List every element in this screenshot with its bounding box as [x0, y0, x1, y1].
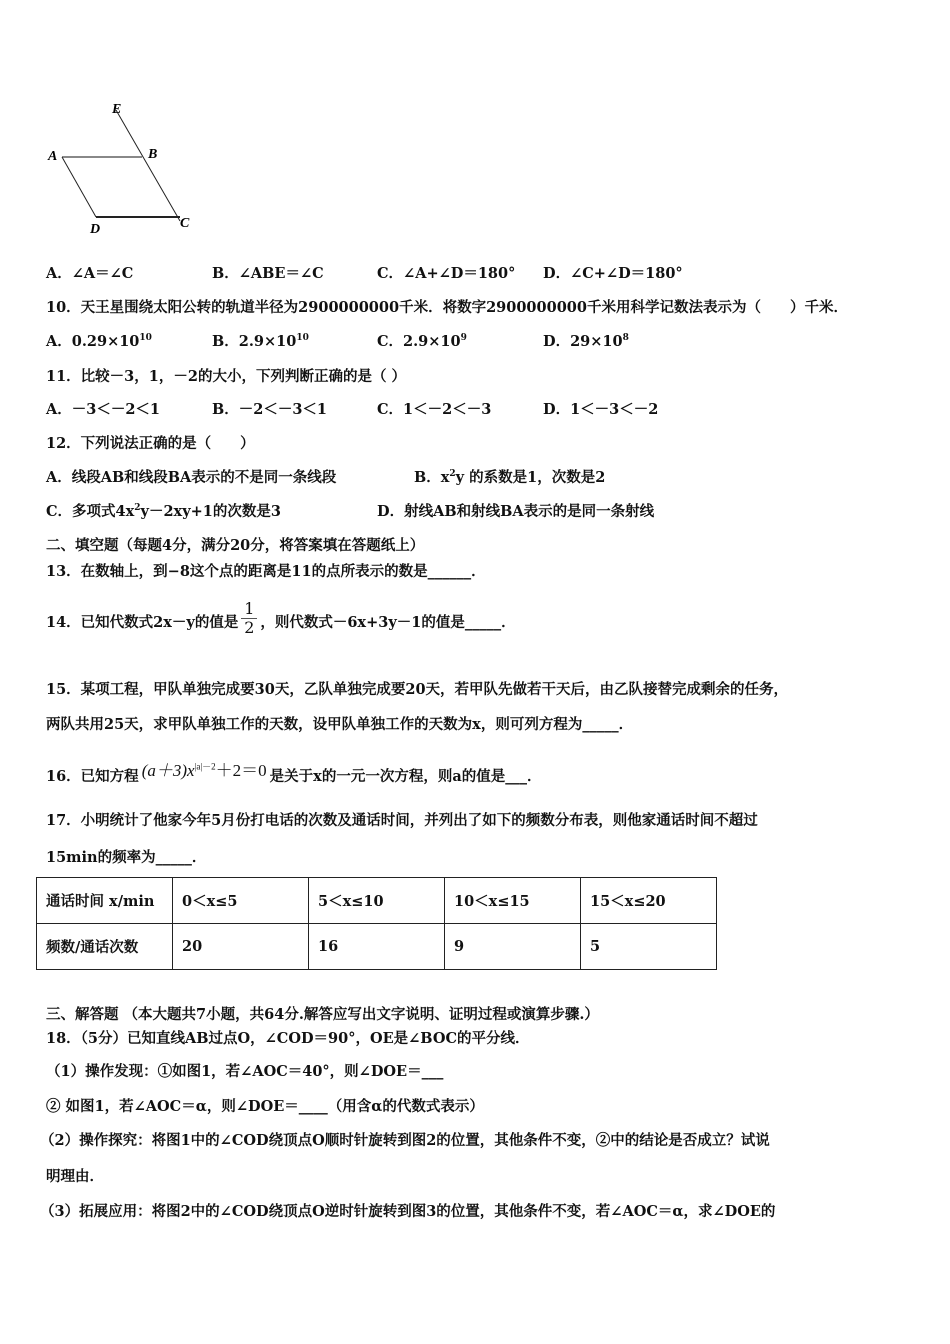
label-a: A — [48, 149, 58, 164]
label-c: C — [180, 216, 190, 231]
q16-equation: $(a+3)x^{|a|-2}+2=0$ — [141, 761, 267, 780]
fraction-one-half: $\frac{1}{2}$ — [241, 600, 257, 637]
table-cell: 9 — [445, 924, 581, 970]
q16: 16．已知方程 $(a+3)x^{|a|-2}+2=0$ 是关于x的一元一次方程，则a的值是___． — [46, 756, 541, 786]
table-row — [37, 878, 717, 924]
q11-option-b: B．－2＜－3＜1 — [212, 401, 328, 418]
table-cell: 5＜x≤10 — [309, 878, 445, 924]
q9-option-d: D．∠C+∠D＝180° — [543, 265, 683, 282]
q17-line1: 17．小明统计了他家今年5月份打电话的次数及通话时间，并列出了如下的频数分布表，则他家通话时间不超过 — [46, 812, 758, 829]
section-3-heading: 三、解答题 （本大题共7小题，共64分.解答应写出文字说明、证明过程或演算步骤.） — [46, 1006, 599, 1023]
q17-line2: 15min的频率为_____． — [46, 849, 207, 866]
q15-line1: 15．某项工程，甲队单独完成要30天，乙队单独完成要20天，若甲队先做若干天后，由乙队接替完成剩余的任务， — [46, 681, 789, 698]
q10-option-b: B．$2.9\times 10^{10}$ — [212, 333, 309, 350]
q12-option-d: D．射线AB和射线BA表示的是同一条射线 — [377, 503, 655, 520]
q11-stem: 11．比较－3，1，－2的大小，下列判断正确的是（ ） — [46, 368, 406, 385]
q12-option-a: A．线段AB和线段BA表示的不是同一条线段 — [46, 469, 337, 486]
q11-option-c: C．1＜－2＜－3 — [377, 401, 492, 418]
q9-option-b: B．∠ABE＝∠C — [212, 265, 324, 282]
q11-option-d: D．1＜－3＜－2 — [543, 401, 659, 418]
q10-option-c: C．$2.9\times 10^9$ — [377, 333, 467, 350]
table-cell: 10＜x≤15 — [445, 878, 581, 924]
q12-option-c: C．多项式$4x^2y-2xy+1$的次数是3 — [46, 503, 281, 520]
table-cell: 20 — [173, 924, 309, 970]
parallelogram-figure — [40, 95, 200, 240]
q14: 14．已知代数式2x－y的值是 $\frac{1}{2}$ ，则代数式－6x+3y－1的值是_____． — [46, 599, 516, 637]
table-cell: 15＜x≤20 — [581, 878, 717, 924]
q13: 13．在数轴上，到−8这个点的距离是11的点所表示的数是______． — [46, 563, 486, 580]
section-2-heading: 二、填空题（每题4分，满分20分，将答案填在答题纸上） — [46, 537, 425, 554]
q18-part1: （1）操作发现：①如图1，若∠AOC＝40°，则∠DOE＝___ — [46, 1063, 444, 1080]
q9-option-a: A．∠A＝∠C — [46, 265, 134, 282]
q15-line2: 两队共用25天，求甲队单独工作的天数，设甲队单独工作的天数为x，则可列方程为_____． — [46, 716, 634, 733]
q10-stem: 10．天王星围绕太阳公转的轨道半径为2900000000千米．将数字2900000000千米用科学记数法表示为（ ）千米． — [46, 299, 848, 316]
frequency-table — [36, 877, 717, 970]
q18-part1b: ② 如图1，若∠AOC＝α，则∠DOE＝____（用含α的代数式表示） — [46, 1098, 484, 1115]
q10-option-a: A．$0.29\times 10^{10}$ — [46, 333, 152, 350]
table-cell: 频数/通话次数 — [37, 924, 173, 970]
table-cell: 5 — [581, 924, 717, 970]
q12-stem: 12．下列说法正确的是（ ） — [46, 435, 255, 452]
q18-part2-line2: 明理由． — [46, 1168, 104, 1185]
q11-option-a: A．－3＜－2＜1 — [46, 401, 161, 418]
q18-stem: 18．（5分）已知直线AB过点O，∠COD＝90°，OE是∠BOC的平分线． — [46, 1030, 530, 1047]
label-d: D — [90, 222, 101, 237]
q18-part2-line1: （2）操作探究：将图1中的∠COD绕顶点O顺时针旋转到图2的位置，其他条件不变，②中的结论是否成立？试说 — [40, 1132, 770, 1149]
table-cell: 通话时间 x/min — [37, 878, 173, 924]
q9-option-c: C．∠A+∠D＝180° — [377, 265, 516, 282]
q18-part3: （3）拓展应用：将图2中的∠COD绕顶点O逆时针旋转到图3的位置，其他条件不变，若∠AOC＝α，求∠DOE的 — [40, 1203, 776, 1220]
q12-option-b: B．$x^2y$ 的系数是1，次数是2 — [414, 469, 606, 486]
label-b: B — [148, 147, 158, 162]
label-e: E — [112, 102, 122, 117]
q10-option-d: D．$29\times 10^8$ — [543, 333, 629, 350]
table-row — [37, 924, 717, 970]
table-cell: 16 — [309, 924, 445, 970]
table-cell: 0＜x≤5 — [173, 878, 309, 924]
